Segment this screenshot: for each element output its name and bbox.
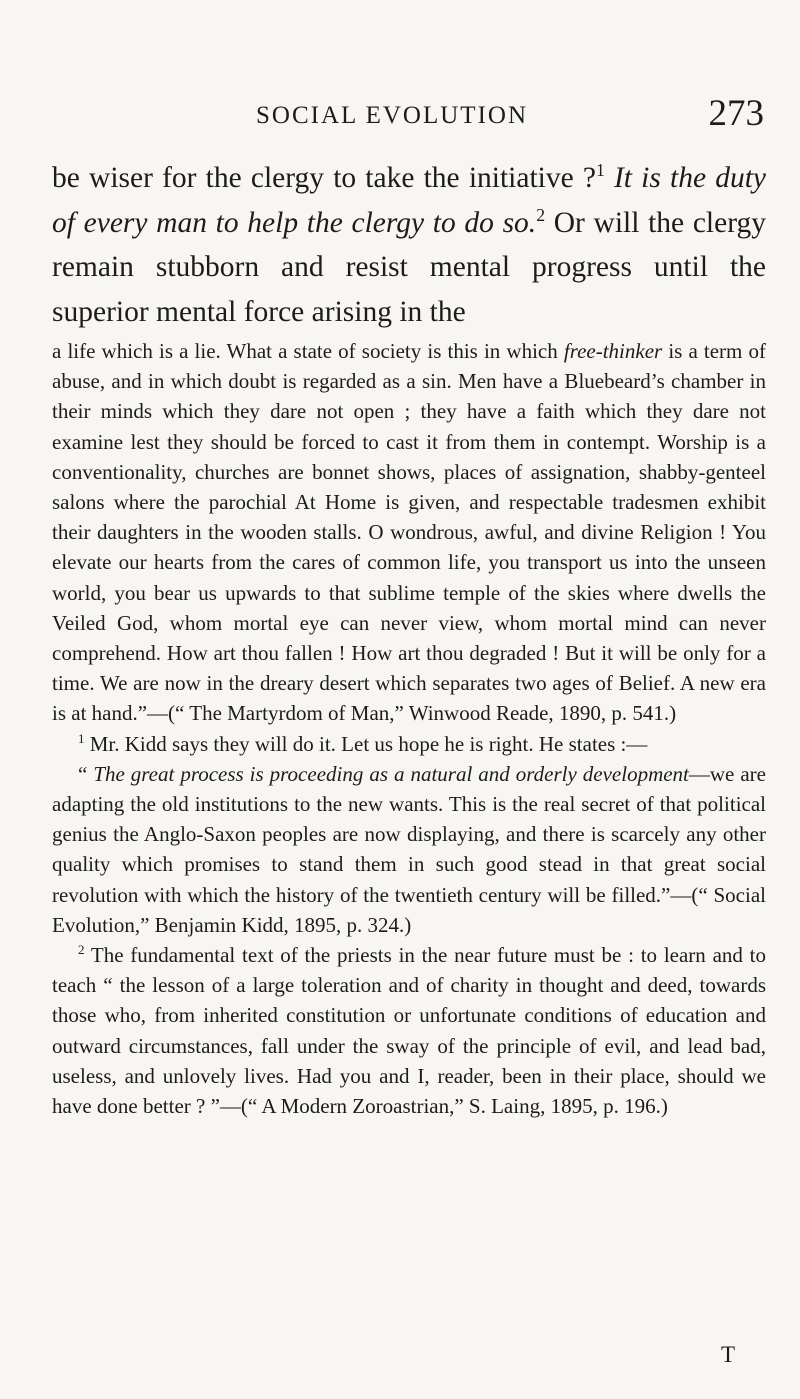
footnote-1-text: Mr. Kidd says they will do it. Let us hope he is right. He states :— — [84, 731, 648, 756]
quote-italic: free-thinker — [563, 339, 663, 363]
running-head: SOCIAL EVOLUTION — [256, 102, 529, 129]
quote-text: a life which is a lie. What a state of society is this in which — [52, 339, 564, 363]
kidd-quotation — [52, 759, 766, 940]
footnote-2-text: The fundamental text of the priests in the near future must be : to learn and to teach “ the lesson of a large toleration and of charity in thought and deed, towards those who, from inherited constitution or unfortunate conditions of education and outward circumstances, fall under the sway of the principle of evil, and lead bad, useless, and unlovely lives. Had you and I, reader, been in their place, should we have done better ? ”—(“ A Modern Zoroastrian,” S. Laing, 1895, p. 196.) — [52, 943, 766, 1119]
main-text-segment: be wiser for the clergy to take the initiative ? — [52, 162, 596, 194]
footnotes — [52, 336, 766, 1121]
footnote-ref-2: 2 — [536, 204, 546, 225]
footnote-1-marker: 1 — [78, 730, 85, 746]
page-number: 273 — [708, 93, 764, 134]
footnote-2-marker: 2 — [78, 942, 85, 958]
kidd-text: —we are adapting the old institutions to the new wants. This is the real secret of that political genius the Anglo-Saxon peoples are now displaying, and there is scarcely any other quality which promises to stand them in such good stead in that great social revolution with which the history of the twentieth century will be filled.”—(“ Social Evolution,” Benjamin Kidd, 1895, p. 324.) — [52, 761, 766, 937]
quote-open: “ — [78, 761, 94, 786]
main-text-space — [605, 162, 614, 194]
footnote-ref-1: 1 — [595, 160, 605, 181]
footnote-2 — [52, 940, 766, 1121]
continued-quotation — [52, 336, 766, 729]
main-paragraph — [52, 156, 766, 334]
main-text-segment: Or will the clergy remain stubborn and resist mental progress until the superior mental force arising in the — [52, 206, 766, 328]
footnote-1 — [52, 729, 766, 759]
signature-mark: T — [721, 1342, 736, 1367]
main-italic-text: It is the duty of every man to help the clergy to do so. — [52, 162, 766, 239]
quote-text: is a term of abuse, and in which doubt is regarded as a sin. Men have a Bluebeard’s chamber in their minds which they dare not open ; they have a faith which they dare not examine lest they should be forced to cast it from them in contempt. Worship is a conventionality, churches are bonnet shows, places of assignation, shabby-genteel salons where the parochial At Home is given, and respectable tradesmen exhibit their daughters in the wooden stalls. O wondrous, awful, and divine Religion ! You elevate our hearts from the cares of common life, you transport us into the unseen world, you bear us upwards to that sublime temple of the skies where dwells the Veiled God, whom mortal eye can never view, whom mortal mind can never comprehend. How art thou fallen ! How art thou degraded ! But it will be only for a time. We are now in the dreary desert which separates two ages of Belief. A new era is at hand.”—(“ The Martyrdom of Man,” Winwood Reade, 1890, p. 541.) — [52, 339, 766, 726]
kidd-italic: The great process is proceeding as a natural and orderly development — [93, 761, 689, 786]
page-header — [256, 92, 764, 142]
